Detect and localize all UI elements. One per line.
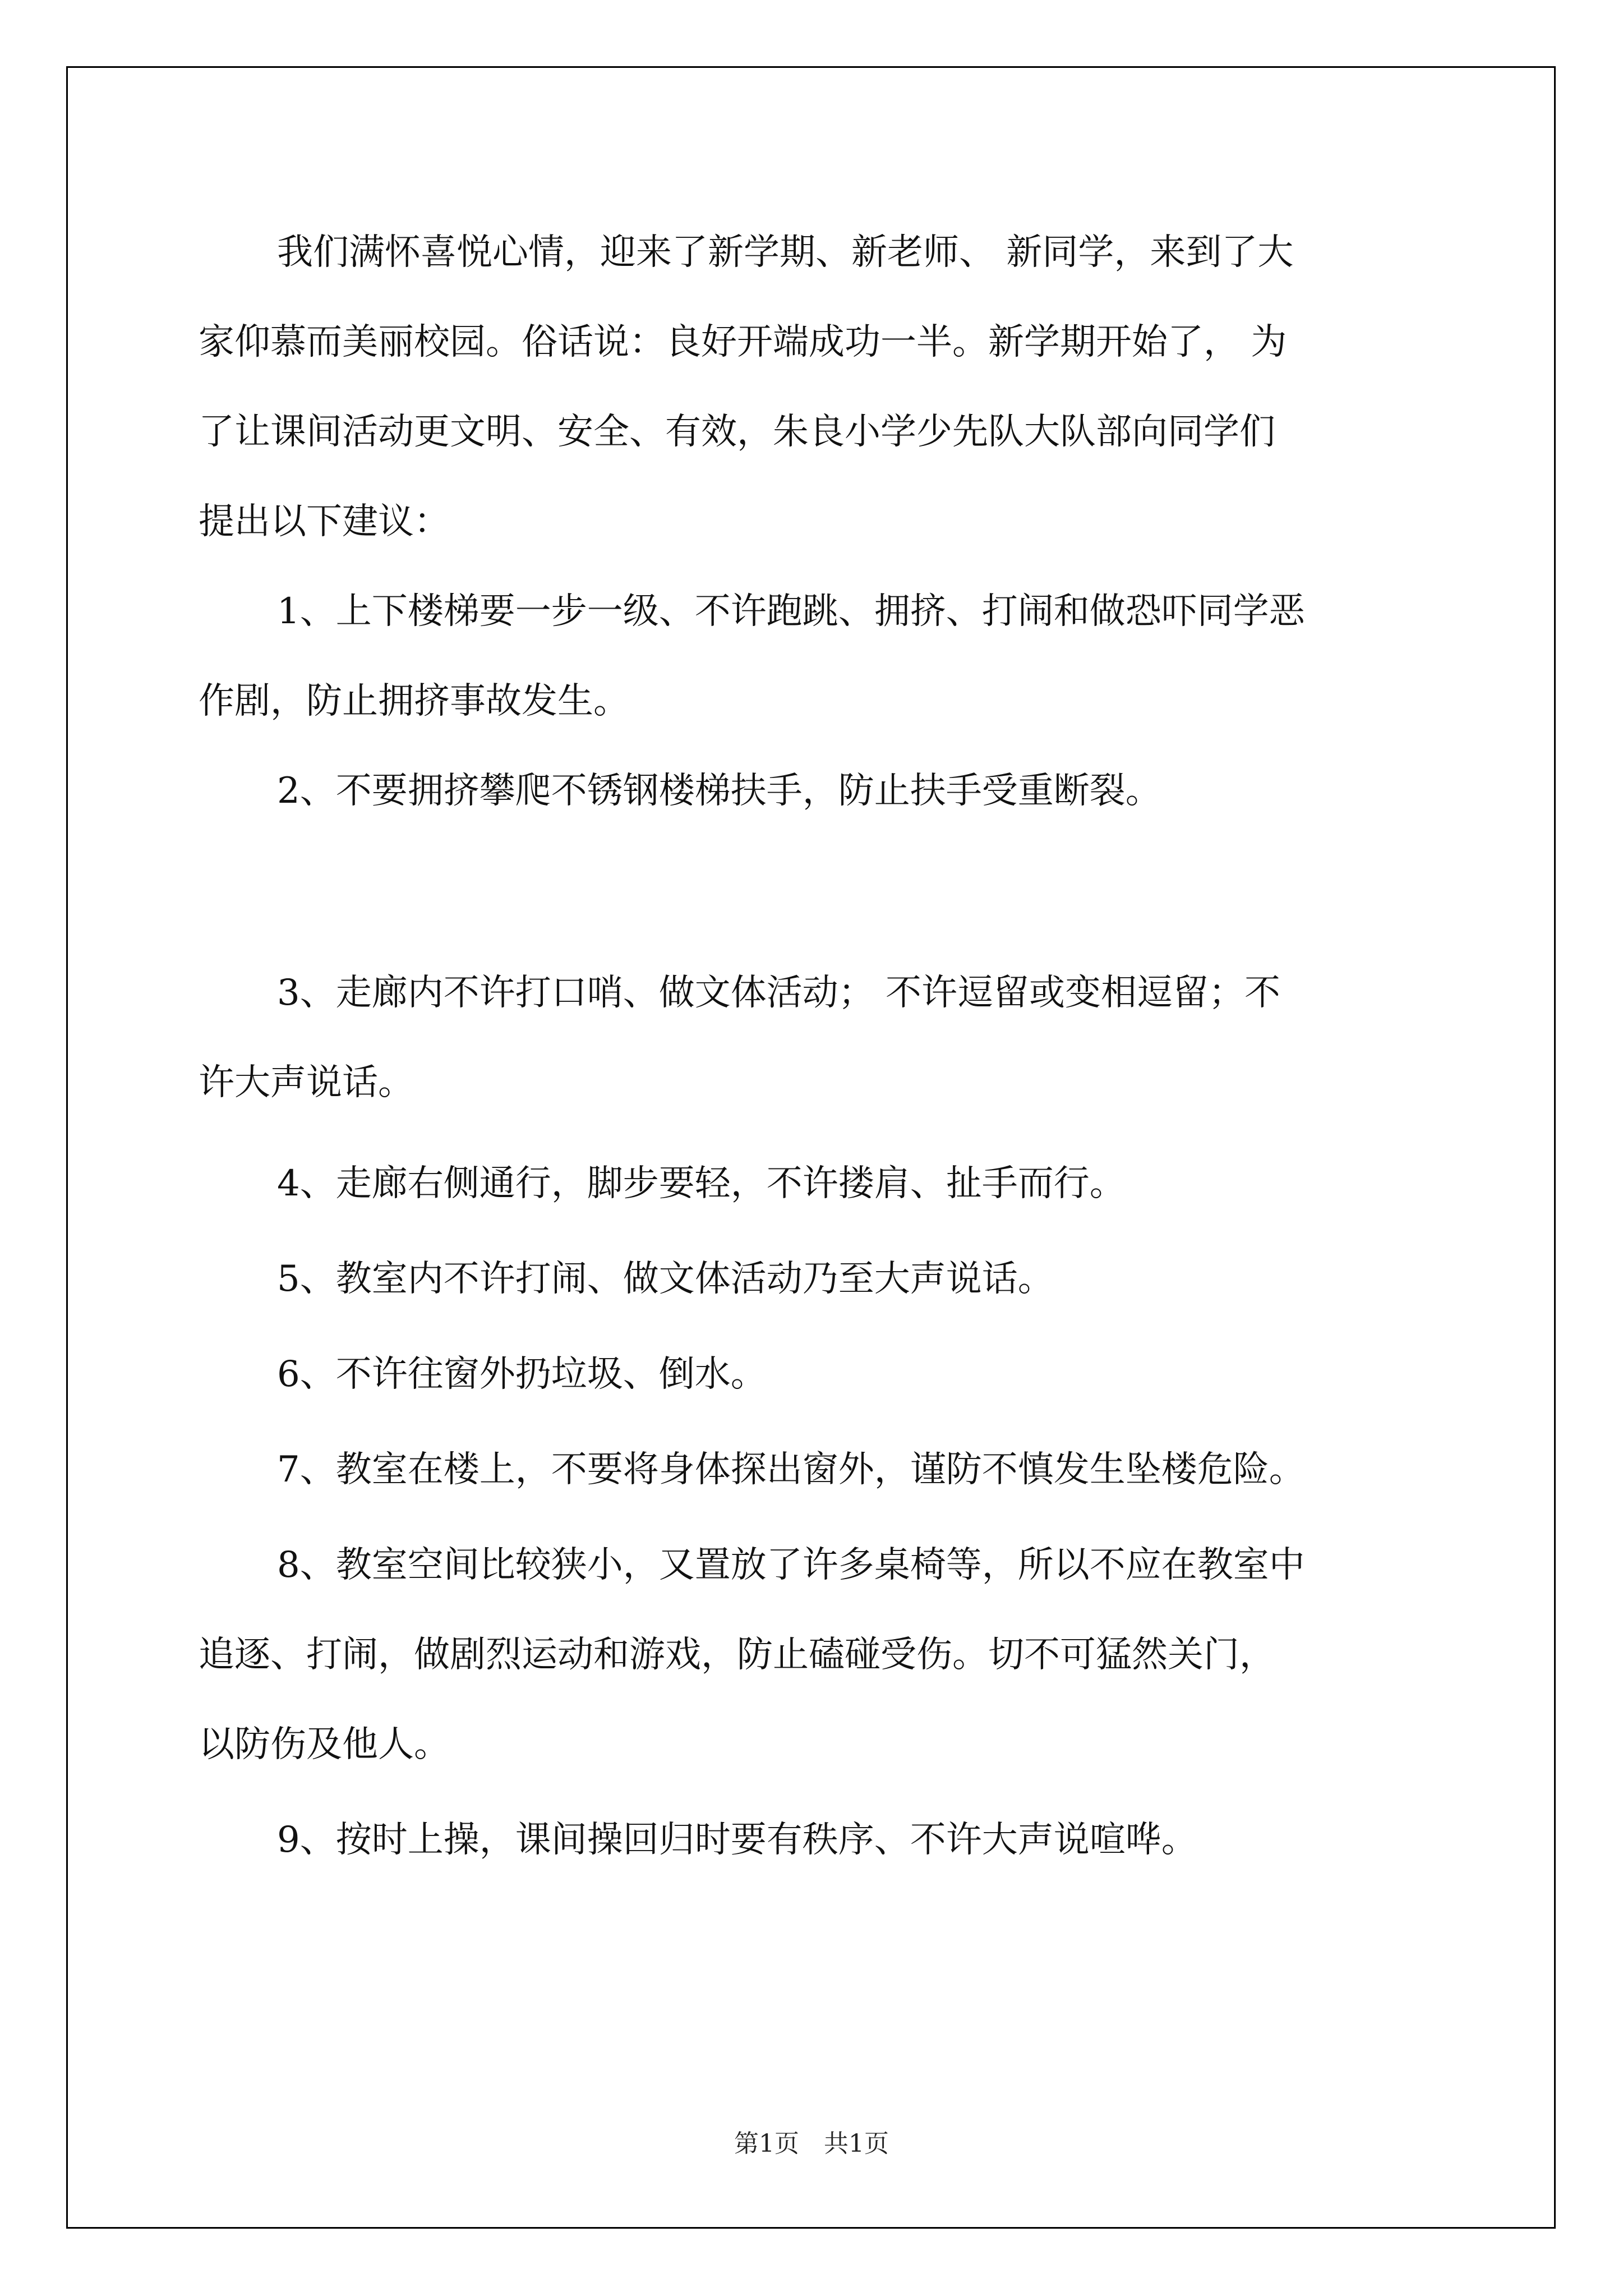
paragraph-intro-line-1: 我们满怀喜悦心情，迎来了新学期、新老师、 新同学，来到了大 [277,232,1294,273]
paragraph-intro-line-2: 家仰慕而美丽校园。俗话说：良好开端成功一半。新学期开始了， 为 [199,321,1287,363]
rule-1-line-2: 作剧，防止拥挤事故发生。 [199,680,629,722]
rule-5: 5、教室内不许打闹、做文体活动乃至大声说话。 [277,1258,1054,1300]
rule-7: 7、教室在楼上，不要将身体探出窗外，谨防不慎发生坠楼危险。 [277,1449,1305,1490]
rule-4: 4、走廊右侧通行，脚步要轻，不许搂肩、扯手而行。 [277,1163,1126,1204]
page-frame [66,66,1556,2229]
rule-8-line-2: 追逐、打闹，做剧烈运动和游戏，防止磕碰受伤。切不可猛然关门， [199,1634,1275,1676]
paragraph-intro-line-3: 了让课间活动更文明、安全、有效，朱良小学少先队大队部向同学们 [199,411,1275,453]
rule-8-line-1: 8、教室空间比较狭小，又置放了许多桌椅等，所以不应在教室中 [277,1544,1305,1586]
paragraph-intro-line-4: 提出以下建议： [199,501,450,542]
rule-8-line-3: 以防伤及他人。 [199,1724,450,1765]
rule-2: 2、不要拥挤攀爬不锈钢楼梯扶手，防止扶手受重断裂。 [277,770,1161,812]
rule-3-line-1: 3、走廊内不许打口哨、做文体活动； 不许逗留或变相逗留；不 [277,972,1281,1014]
page-footer: 第1页 共1页 [734,2129,889,2158]
rule-1-line-1: 1、上下楼梯要一步一级、不许跑跳、拥挤、打闹和做恐吓同学恶 [277,591,1305,632]
rule-9: 9、按时上操，课间操回归时要有秩序、不许大声说喧哗。 [277,1819,1197,1861]
rule-6: 6、不许往窗外扔垃圾、倒水。 [277,1354,767,1395]
rule-3-line-2: 许大声说话。 [199,1062,414,1103]
